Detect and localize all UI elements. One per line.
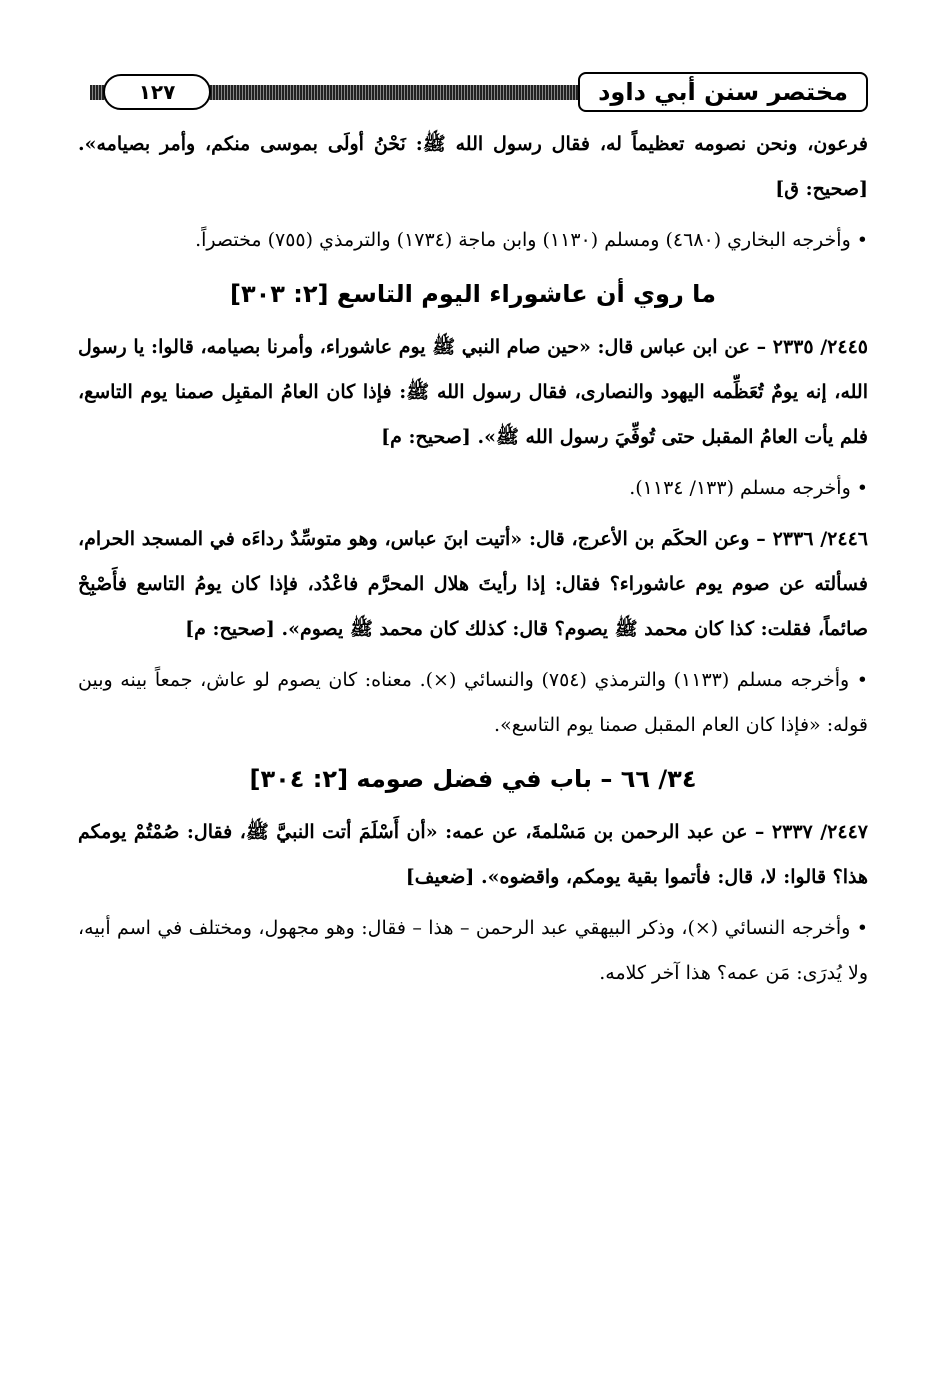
page-header [78,60,868,120]
text-block: فرعون، ونحن نصومه تعظيماً له، فقال رسول الله ﷺ: نَحْنُ أولَى بموسى منكم، وأمر بصيامه». [صحيح: ق] [78,133,868,200]
hadith-text: ٢٤٤٥/ ٢٣٣٥ – عن ابن عباس قال: «حين صام النبي ﷺ يوم عاشوراء، وأمرنا بصيامه، قالوا: يا رسول الله، إنه يومٌ تُعَظِّمه اليهود والنصارى، فقال رسول الله ﷺ: فإذا كان العامُ المقبِل صمنا يوم التاسع، فلم يأت العامُ المقبل حتى تُوفِّيَ رسول الله ﷺ». [صحيح: م] [78,336,868,448]
page [78,60,868,1002]
chapter-heading: ٣٤/ ٦٦ – باب في فضل صومه [٢: ٣٠٤] [249,765,697,793]
page-number: ١٢٧ [103,74,211,110]
footnote: • وأخرجه مسلم (١٣٣/ ١١٣٤). [78,466,868,511]
section-heading: ما روي أن عاشوراء اليوم التاسع [٢: ٣٠٣] [229,280,717,308]
hadith-text: ٢٤٤٦/ ٢٣٣٦ – وعن الحكَم بن الأعرج، قال: «أتيت ابنَ عباس، وهو متوسِّدٌ رداءَه في المسجد الحرام، فسألته عن صوم يوم عاشوراء؟ فقال: إذا رأيتَ هلال المحرَّم فاعْدُد، فإذا كان يومُ التاسع فأَصْبِحْ صائماً، فقلت: كذا كان محمد ﷺ يصوم؟ قال: كذلك كان محمد ﷺ يصوم». [صحيح: م] [78,528,868,640]
footnote: • وأخرجه النسائي (×)، وذكر البيهقي عبد الرحمن – هذا – فقال: وهو مجهول، ومختلف في اسم أبيه، ولا يُدرَى: مَن عمه؟ هذا آخر كلامه. [78,906,868,996]
book-title: مختصر سنن أبي داود [578,72,868,112]
footnote: • وأخرجه مسلم (١١٣٣) والترمذي (٧٥٤) والنسائي (×). معناه: كان يصوم لو عاش، جمعاً بينه وبين قوله: «فإذا كان العام المقبل صمنا يوم التاسع». [78,658,868,748]
hadith-text: ٢٤٤٧/ ٢٣٣٧ – عن عبد الرحمن بن مَسْلمةَ، عن عمه: «أن أَسْلَمَ أتت النبيَّ ﷺ، فقال: صُمْتُمْ يومكم هذا؟ قالوا: لا، قال: فأتموا بقية يومكم، واقضوه». [ضعيف] [78,821,868,888]
page-content [78,122,868,996]
footnote: • وأخرجه البخاري (٤٦٨٠) ومسلم (١١٣٠) وابن ماجة (١٧٣٤) والترمذي (٧٥٥) مختصراً. [78,218,868,263]
